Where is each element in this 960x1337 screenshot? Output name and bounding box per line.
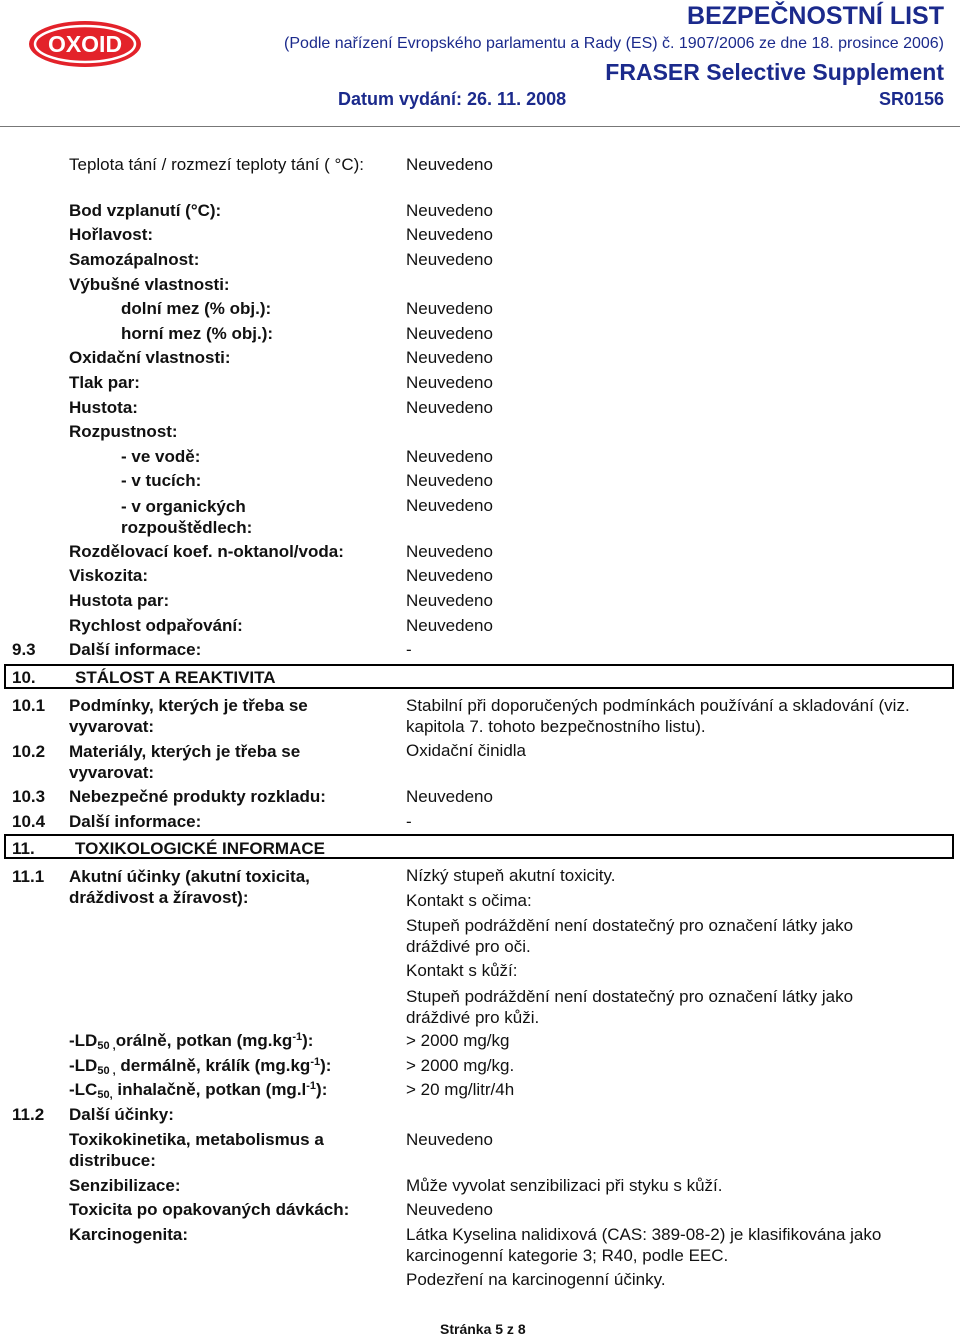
subsection-number-11-1: 11.1 [12, 867, 45, 886]
subsection-label-9-3: Další informace: [69, 640, 202, 659]
regulation-text: (Podle nařízení Evropského parlamentu a Rady (ES) č. 1907/2006 ze dne 18. prosince 2006) [284, 35, 944, 52]
property-label-solubility: Rozpustnost: [69, 422, 178, 441]
property-value-evaporation: Neuvedeno [406, 616, 493, 635]
subsection-value-10-4: - [406, 812, 412, 831]
subsection-value-10-2: Oxidační činidla [406, 741, 527, 760]
property-label-autoignition: Samozápalnost: [69, 250, 200, 269]
property-label-upper-limit: horní mez (% obj.): [121, 324, 274, 343]
subsection-number-10-3: 10.3 [12, 787, 46, 806]
property-label-vapour-pressure: Tlak par: [69, 373, 140, 392]
property-value-lower-limit: Neuvedeno [406, 299, 493, 318]
section-10-title: STÁLOST A REAKTIVITA [75, 668, 276, 687]
property-value-oxidizing: Neuvedeno [406, 348, 493, 367]
subsection-value-9-3: - [406, 640, 412, 659]
ld50-dermal-value: > 2000 mg/kg. [406, 1056, 515, 1075]
property-label-organic-solvents: - v organických rozpouštědlech: [121, 497, 253, 537]
property-value-melting-point: Neuvedeno [406, 155, 493, 174]
lc50-inhalation-value: > 20 mg/litr/4h [406, 1080, 515, 1099]
product-name: FRASER Selective Supplement [605, 59, 944, 85]
eye-contact-heading: Kontakt s očima: [406, 891, 532, 910]
subsection-number-10-4: 10.4 [12, 812, 46, 831]
property-label-partition-coef: Rozdělovací koef. n-oktanol/voda: [69, 542, 344, 561]
acute-toxicity-summary: Nízký stupeň akutní toxicity. [406, 866, 616, 885]
subsection-label-10-3: Nebezpečné produkty rozkladu: [69, 787, 326, 806]
property-value-upper-limit: Neuvedeno [406, 324, 493, 343]
logo-text: OXOID [47, 31, 123, 57]
toxicokinetics-label: Toxikokinetika, metabolismus a distribuce: [69, 1130, 324, 1170]
property-label-explosive: Výbušné vlastnosti: [69, 275, 230, 294]
header-divider [0, 126, 960, 127]
property-label-evaporation: Rychlost odpařování: [69, 616, 243, 635]
section-10-number: 10. [12, 668, 36, 687]
subsection-number-10-2: 10.2 [12, 742, 46, 761]
section-11-title: TOXIKOLOGICKÉ INFORMACE [75, 839, 325, 858]
property-value-vapour-density: Neuvedeno [406, 591, 493, 610]
toxicokinetics-value: Neuvedeno [406, 1130, 493, 1149]
repeated-dose-label: Toxicita po opakovaných dávkách: [69, 1200, 350, 1219]
oxoid-logo-icon [28, 20, 142, 68]
carcinogenicity-suspicion: Podezření na karcinogenní účinky. [406, 1270, 666, 1289]
section-11-number: 11. [12, 839, 35, 858]
property-label-flash-point: Bod vzplanutí (°C): [69, 201, 222, 220]
eye-contact-text: Stupeň podráždění není dostatečný pro označení látky jako dráždivé pro oči. [406, 916, 854, 956]
sensitization-label: Senzibilizace: [69, 1176, 181, 1195]
property-label-fats: - v tucích: [121, 471, 202, 490]
skin-contact-heading: Kontakt s kůží: [406, 961, 518, 980]
product-code: SR0156 [878, 89, 944, 109]
subsection-label-10-2: Materiály, kterých je třeba se vyvarovat: [69, 742, 301, 782]
carcinogenicity-label: Karcinogenita: [69, 1225, 189, 1244]
subsection-value-10-1: Stabilní při doporučených podmínkách používání a skladování (viz. kapitola 7. tohoto bezpečnostního listu). [406, 696, 910, 736]
subsection-number-10-1: 10.1 [12, 696, 46, 715]
subsection-label-10-4: Další informace: [69, 812, 202, 831]
issue-date: Datum vydání: 26. 11. 2008 [338, 89, 567, 109]
page-number: Stránka 5 z 8 [440, 1321, 526, 1337]
lc50-inhalation-label: $-LC_{50,}$ inhalačně, potkan $(mg.l^{-1})$: [69, 1080, 328, 1101]
property-label-water: - ve vodě: [121, 447, 201, 466]
property-label-density: Hustota: [69, 398, 138, 417]
property-label-vapour-density: Hustota par: [69, 591, 170, 610]
property-value-flammability: Neuvedeno [406, 225, 493, 244]
property-label-melting-point: Teplota tání / rozmezí teploty tání ( °C): [69, 155, 364, 174]
subsection-value-10-3: Neuvedeno [406, 787, 493, 806]
property-value-flash-point: Neuvedeno [406, 201, 493, 220]
property-value-density: Neuvedeno [406, 398, 493, 417]
property-label-oxidizing: Oxidační vlastnosti: [69, 348, 231, 367]
property-value-autoignition: Neuvedeno [406, 250, 493, 269]
subsection-label-11-1: Akutní účinky (akutní toxicita, dráždivost a žíravost): [69, 867, 310, 907]
ld50-dermal-label: $-LD_{50 ,}$ dermálně, králík $(mg.kg^{-1})$: [69, 1056, 332, 1077]
property-value-partition-coef: Neuvedeno [406, 542, 493, 561]
property-value-water: Neuvedeno [406, 447, 493, 466]
property-value-fats: Neuvedeno [406, 471, 493, 490]
property-label-lower-limit: dolní mez (% obj.): [121, 299, 272, 318]
subsection-label-10-1: Podmínky, kterých je třeba se vyvarovat: [69, 696, 308, 736]
document-title: BEZPEČNOSTNÍ LIST [687, 2, 944, 30]
sensitization-value: Může vyvolat senzibilizaci při styku s kůží. [406, 1176, 723, 1195]
ld50-oral-label: $-LD_{50 ,}orá\ln ě$, potkan $(mg.kg^{-1})$: [69, 1031, 314, 1052]
property-label-flammability: Hořlavost: [69, 225, 154, 244]
property-value-organic-solvents: Neuvedeno [406, 496, 493, 515]
property-value-viscosity: Neuvedeno [406, 566, 493, 585]
property-label-viscosity: Viskozita: [69, 566, 149, 585]
repeated-dose-value: Neuvedeno [406, 1200, 493, 1219]
ld50-oral-value: > 2000 mg/kg [406, 1031, 510, 1050]
skin-contact-text: Stupeň podráždění není dostatečný pro označení látky jako dráždivé pro kůži. [406, 987, 854, 1027]
carcinogenicity-value: Látka Kyselina nalidixová (CAS: 389-08-2) je klasifikována jako karcinogenní kategorie 3; R40, podle EEC. [406, 1225, 882, 1265]
property-value-vapour-pressure: Neuvedeno [406, 373, 493, 392]
subsection-number-11-2: 11.2 [12, 1105, 45, 1124]
subsection-number-9-3: 9.3 [12, 640, 36, 659]
subsection-label-11-2: Další účinky: [69, 1105, 174, 1124]
